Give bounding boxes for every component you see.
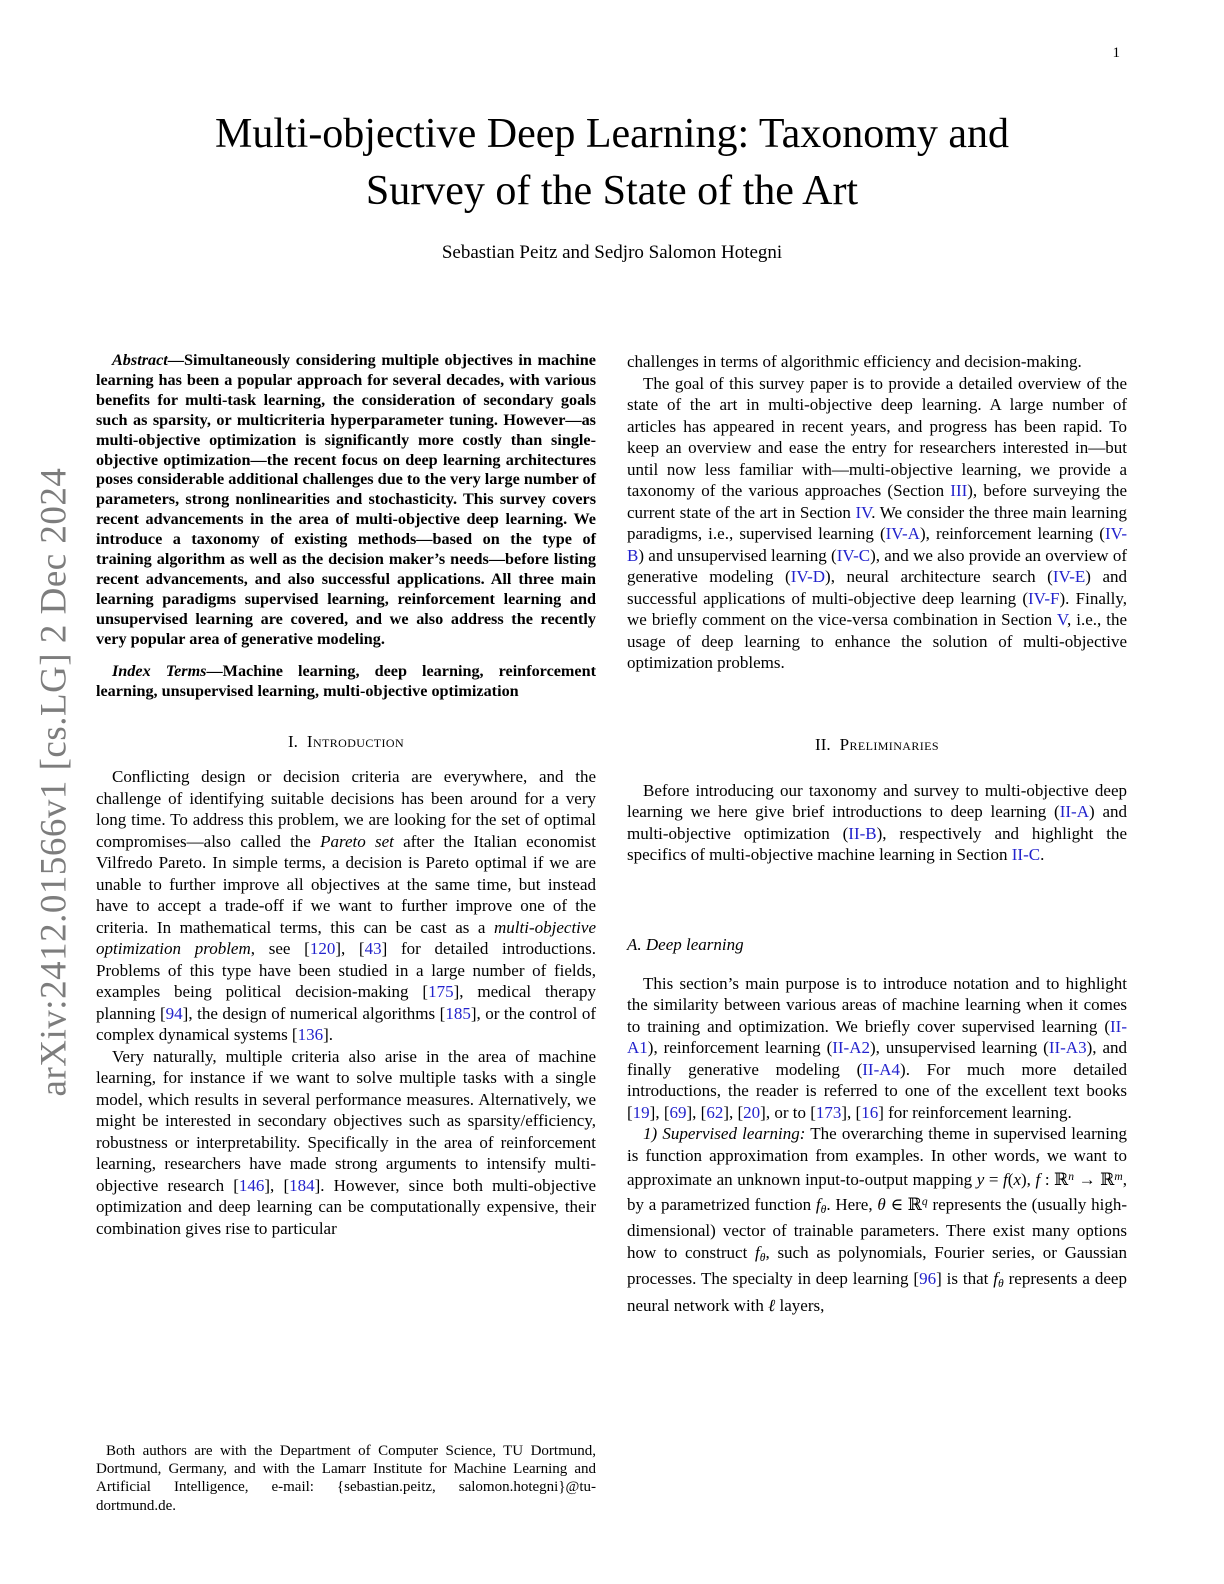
citation-link[interactable]: 69 bbox=[669, 1102, 687, 1122]
subsection-heading-deep-learning bbox=[627, 934, 1127, 955]
text-run: —Machine learning, deep learning, reinforcement learning, unsupervised learning, multi-objective optimization bbox=[96, 661, 596, 700]
text-run: f bbox=[993, 1269, 999, 1289]
intro-paragraph-1 bbox=[96, 766, 596, 1046]
text-run: ), and finally generative modeling ( bbox=[627, 1038, 1127, 1079]
subsection-title: Deep learning bbox=[645, 934, 744, 954]
text-run: ∈ ℝ bbox=[885, 1194, 922, 1214]
text-run: Conflicting design or decision criteria are everywhere, and the challenge of identifying suitable decisions has been around for a very long time. To address this problem, we are looking for the set of optimal compromises—also called the bbox=[96, 767, 596, 851]
section-ref-link[interactable]: IV-E bbox=[1052, 567, 1086, 586]
intro-paragraph-2 bbox=[96, 1046, 596, 1240]
citation-link[interactable]: 185 bbox=[445, 1003, 471, 1023]
paper-title-line-2: Survey of the State of the Art bbox=[365, 168, 859, 214]
author-footnote bbox=[96, 1442, 596, 1515]
text-run: —Simultaneously considering multiple objectives in machine learning has been a popular approach for several decades, with various benefits for multi-task learning, the consideration of secondary goals such as sparsity, or multicriteria hyperparameter tuning. However—as multi-objective optimization is significantly more costly than single-objective optimization—the recent focus on deep learning architectures poses considerable additional challenges due to the very large number of parameters, strong nonlinearities and stochasticity. This survey covers recent advancements in the area of multi-objective deep learning. We introduce a taxonomy of existing methods—based on the type of training algorithm as well as the decision maker’s needs—before listing recent advancements, and also successful applications. All three main learning paradigms supervised learning, reinforcement learning and unsupervised learning are covered, and we also address the recently very popular area of generative modeling. bbox=[96, 351, 596, 648]
text-run: ], [ bbox=[335, 939, 365, 959]
citation-link[interactable]: 120 bbox=[309, 939, 336, 959]
subsection-label: A. bbox=[627, 934, 642, 954]
text-run: ), before surveying the current state of the art in Section bbox=[627, 481, 1128, 522]
section-ref-link[interactable]: IV-F bbox=[1028, 588, 1060, 608]
text-run: ], [ bbox=[841, 1102, 862, 1122]
citation-link[interactable]: 146 bbox=[238, 1175, 265, 1195]
text-run: . We consider the three main learning paradigms, i.e., supervised learning ( bbox=[627, 502, 1127, 543]
section-ref-link[interactable]: II-C bbox=[1011, 845, 1041, 864]
text-run: : ℝ bbox=[1040, 1170, 1069, 1190]
text-run: ). Finally, we briefly comment on the vice-versa combination in Section bbox=[627, 588, 1127, 629]
text-run: ) and unsupervised learning ( bbox=[638, 545, 837, 565]
text-run: layers, bbox=[775, 1295, 825, 1315]
text-run: q bbox=[921, 1194, 928, 1208]
section-number: II. bbox=[815, 734, 831, 754]
text-run: → ℝ bbox=[1074, 1170, 1115, 1190]
text-run: ) and successful applications of multi-objective deep learning ( bbox=[627, 567, 1127, 608]
deep-learning-paragraph bbox=[627, 973, 1127, 1124]
text-run: x bbox=[1013, 1170, 1021, 1190]
citation-link[interactable]: 20 bbox=[743, 1102, 761, 1122]
section-heading-introduction bbox=[96, 731, 596, 752]
text-run: ), reinforcement learning ( bbox=[919, 524, 1105, 543]
text-run: ℓ bbox=[768, 1295, 776, 1315]
text-run: represents a deep neural network with bbox=[627, 1269, 1127, 1315]
text-run: ], [ bbox=[649, 1102, 670, 1122]
text-run: θ bbox=[877, 1194, 886, 1214]
section-ref-link[interactable]: V bbox=[1056, 610, 1067, 629]
text-run: Pareto set bbox=[320, 831, 394, 851]
section-title: Preliminaries bbox=[839, 734, 939, 754]
text-run: ), reinforcement learning ( bbox=[647, 1038, 833, 1057]
citation-link[interactable]: 43 bbox=[364, 939, 382, 959]
supervised-learning-paragraph bbox=[627, 1123, 1127, 1316]
section-ref-link[interactable]: III bbox=[950, 481, 968, 500]
two-column-body bbox=[96, 351, 1127, 1316]
text-run: ], the design of numerical algorithms [ bbox=[182, 1003, 446, 1023]
section-ref-link[interactable]: II-A4 bbox=[862, 1059, 901, 1079]
text-run: n bbox=[1068, 1170, 1075, 1183]
citation-link[interactable]: 19 bbox=[632, 1102, 650, 1122]
survey-goal-paragraph bbox=[627, 373, 1127, 674]
text-run: ), bbox=[1020, 1170, 1036, 1190]
abstract-paragraph bbox=[96, 351, 596, 650]
text-run: ), and we also provide an overview of generative modeling ( bbox=[627, 545, 1127, 586]
citation-link[interactable]: 173 bbox=[815, 1102, 842, 1122]
paper-header bbox=[0, 106, 1224, 264]
text-run: ] for detailed introductions. Problems of this type have been studied in a large number of fields, examples being political decision-making [ bbox=[96, 939, 596, 1002]
text-run: Abstract bbox=[112, 351, 168, 369]
section-ref-link[interactable]: II-A bbox=[1059, 802, 1089, 821]
text-run: ), neural architecture search ( bbox=[825, 567, 1053, 586]
text-run: ], [ bbox=[264, 1175, 290, 1195]
section-number: I. bbox=[287, 732, 298, 752]
section-ref-link[interactable]: IV bbox=[855, 502, 872, 522]
section-ref-link[interactable]: IV-B bbox=[627, 524, 1127, 565]
citation-link[interactable]: 136 bbox=[297, 1025, 324, 1045]
text-run: , see [ bbox=[250, 939, 310, 959]
text-run: after the Italian economist Vilfredo Pareto. In simple terms, a decision is Pareto optimal if we are unable to further improve all objectives at the same time, but instead have to accept a trade-off if we want to further improve one of the criteria. In mathematical terms, this can be cast as a bbox=[96, 831, 596, 937]
section-ref-link[interactable]: II-A1 bbox=[627, 1016, 1127, 1057]
text-run: challenges in terms of algorithmic efficiency and decision-making. bbox=[627, 352, 1082, 371]
text-run: . bbox=[1040, 845, 1045, 864]
text-run: , by a parametrized function bbox=[627, 1170, 1127, 1214]
section-ref-link[interactable]: II-A2 bbox=[832, 1038, 870, 1057]
text-run: ], or the control of complex dynamical systems [ bbox=[96, 1003, 597, 1045]
right-column bbox=[627, 351, 1127, 1316]
text-run: ], [ bbox=[723, 1102, 744, 1122]
text-run: The goal of this survey paper is to provide a detailed overview of the state of the art in multi-objective deep learning. A large number of articles has appeared in recent years, and progress has been rapid. To keep an overview and ease the entry for researchers interested in—but until now less familiar with—multi-objective learning, we provide a taxonomy of the various approaches (Section bbox=[627, 373, 1127, 500]
text-run: ], [ bbox=[686, 1102, 707, 1122]
text-run: , i.e., the usage of deep learning to enhance the solution of multi-objective optimization problems. bbox=[627, 610, 1127, 672]
text-run: = bbox=[984, 1170, 1004, 1190]
text-run: ]. However, since both multi-objective optimization and deep learning can be computationally expensive, their combination gives rise to particular bbox=[96, 1175, 596, 1238]
text-run: f bbox=[755, 1242, 760, 1262]
citation-link[interactable]: 184 bbox=[289, 1175, 315, 1195]
text-run: 1) Supervised learning: bbox=[643, 1124, 806, 1143]
section-ref-link[interactable]: II-A3 bbox=[1048, 1038, 1087, 1057]
text-run: θ bbox=[759, 1250, 766, 1264]
arxiv-watermark: arXiv:2412.01566v1 [cs.LG] 2 Dec 2024 bbox=[33, 467, 75, 1097]
continuation-paragraph bbox=[627, 351, 1127, 373]
text-run: f bbox=[1003, 1170, 1008, 1190]
section-ref-link[interactable]: IV-C bbox=[836, 545, 871, 565]
text-run: ), unsupervised learning ( bbox=[870, 1038, 1049, 1057]
citation-link[interactable]: 62 bbox=[706, 1102, 724, 1122]
page-number: 1 bbox=[1112, 45, 1120, 61]
citation-link[interactable]: 175 bbox=[428, 982, 454, 1002]
authors-line: Sebastian Peitz and Sedjro Salomon Hotegni bbox=[441, 242, 783, 263]
section-ref-link[interactable]: II-B bbox=[848, 823, 877, 843]
text-run: multi-objective optimization problem bbox=[96, 917, 596, 959]
citation-link[interactable]: 94 bbox=[165, 1003, 183, 1023]
text-run: The overarching theme in supervised learning is function approximation from examples. In other words, we want to approximate an unknown input-to-output mapping bbox=[627, 1124, 1127, 1190]
text-run: ], medical therapy planning [ bbox=[96, 982, 596, 1023]
text-run: f bbox=[815, 1194, 821, 1214]
citation-link[interactable]: 16 bbox=[861, 1102, 879, 1122]
section-heading-preliminaries bbox=[627, 734, 1127, 755]
left-column bbox=[96, 351, 596, 1316]
text-run: represents the (usually high-dimensional) vector of trainable parameters. There exist many options how to construct bbox=[627, 1194, 1128, 1262]
text-run: θ bbox=[998, 1277, 1004, 1290]
text-run: ) and multi-objective optimization ( bbox=[627, 802, 1127, 843]
section-ref-link[interactable]: IV-A bbox=[885, 524, 920, 543]
text-run: , such as polynomials, Fourier series, or Gaussian processes. The specialty in deep learning [ bbox=[627, 1242, 1127, 1289]
section-title: Introduction bbox=[306, 732, 405, 752]
text-run: θ bbox=[820, 1202, 827, 1216]
text-run: This section’s main purpose is to introduce notation and to highlight the similarity between various areas of machine learning when it comes to training and optimization. We briefly cover supervised learning ( bbox=[627, 973, 1127, 1036]
index-terms-paragraph bbox=[96, 662, 596, 702]
text-run: ], or to [ bbox=[760, 1102, 816, 1122]
text-run: ] is that bbox=[936, 1269, 994, 1289]
text-run: ). For much more detailed introductions, the reader is referred to one of the excellent text books [ bbox=[627, 1059, 1128, 1122]
paper-title bbox=[0, 106, 1224, 220]
preliminaries-paragraph bbox=[627, 780, 1127, 866]
text-run: ), respectively and highlight the specifics of multi-objective machine learning in Section bbox=[627, 823, 1128, 864]
text-run: Before introducing our taxonomy and survey to multi-objective deep learning we here give brief introductions to deep learning ( bbox=[627, 780, 1127, 821]
text-run: . Here, bbox=[826, 1194, 878, 1214]
text-run: Both authors are with the Department of Computer Science, TU Dortmund, Dortmund, Germany, and with the Lamarr Institute for Machine Learning and Artificial Intelligence, e-mail: {sebastian.peitz, salomon.hotegni}@tu-dortmund.de. bbox=[96, 1443, 596, 1514]
text-run: ]. bbox=[323, 1025, 334, 1045]
text-run: f bbox=[1035, 1170, 1041, 1190]
text-run: ] for reinforcement learning. bbox=[878, 1102, 1072, 1122]
text-run: m bbox=[1114, 1170, 1123, 1183]
text-run: ( bbox=[1007, 1170, 1014, 1190]
paper-title-line-1: Multi-objective Deep Learning: Taxonomy and bbox=[214, 111, 1010, 157]
citation-link[interactable]: 96 bbox=[919, 1269, 937, 1289]
text-run: Index Terms bbox=[112, 661, 207, 680]
text-run: Very naturally, multiple criteria also arise in the area of machine learning, for instance if we want to solve multiple tasks with a single model, which results in several performance measures. Alternatively, we might be interested in secondary objectives such as sparsity/efficiency, robustness or interpretability. Specifically in the area of reinforcement learning, researchers have made strong arguments to intensify multi-objective research [ bbox=[96, 1046, 596, 1195]
text-run: y bbox=[976, 1170, 985, 1190]
section-ref-link[interactable]: IV-D bbox=[790, 567, 826, 586]
